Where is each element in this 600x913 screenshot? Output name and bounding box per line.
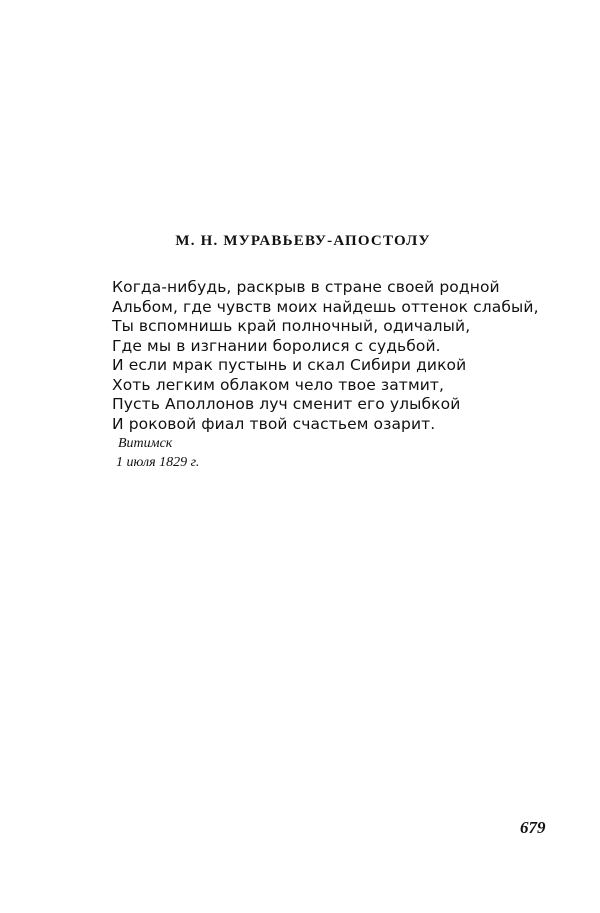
poem-line: Пусть Аполлонов луч сменит его улыбкой bbox=[112, 395, 461, 413]
poem-line: Альбом, где чувств моих найдешь оттенок слабый, bbox=[112, 297, 539, 316]
signature-date: 1 июля 1829 г. bbox=[116, 455, 200, 470]
poem-title: М. Н. МУРАВЬЕВУ-АПОСТОЛУ bbox=[175, 233, 431, 249]
signature bbox=[116, 434, 199, 472]
signature-place: Витимск bbox=[118, 436, 173, 451]
page-number: 679 bbox=[520, 818, 546, 837]
poem-line: И если мрак пустынь и скал Сибири дикой bbox=[112, 356, 467, 374]
poem-line: Где мы в изгнании боролися с судьбой. bbox=[112, 336, 441, 355]
poem-body bbox=[112, 278, 539, 434]
poem-line: Когда-нибудь, раскрыв в стране своей родной bbox=[112, 278, 500, 296]
poem-line: Хоть легким облаком чело твое затмит, bbox=[112, 375, 445, 394]
poem-line: И роковой фиал твой счастьем озарит. bbox=[112, 414, 436, 433]
poem-line: Ты вспомнишь край полночный, одичалый, bbox=[112, 317, 471, 335]
